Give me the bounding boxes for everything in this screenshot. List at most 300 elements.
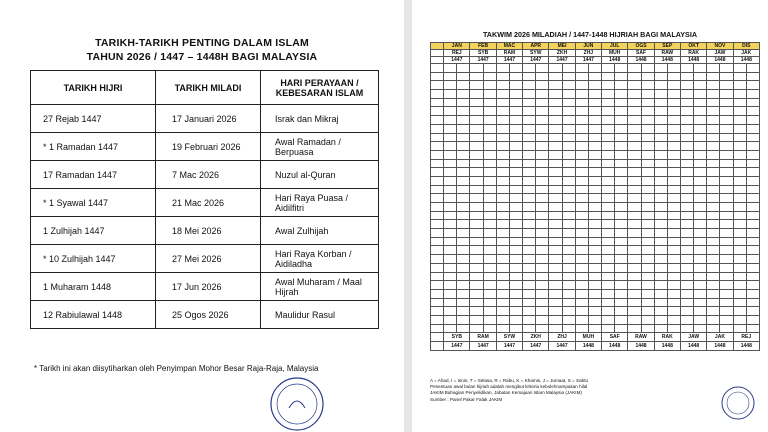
- calendar-cell: [746, 107, 759, 116]
- calendar-cell: [536, 246, 549, 255]
- calendar-cell: [549, 220, 562, 229]
- calendar-cell: [536, 203, 549, 212]
- calendar-cell: [694, 107, 707, 116]
- calendar-cell: [562, 220, 575, 229]
- calendar-cell: [588, 72, 601, 81]
- calendar-cell: [470, 185, 483, 194]
- calendar-cell: [654, 72, 667, 81]
- calendar-cell: [615, 81, 628, 90]
- calendar-cell: [680, 229, 693, 238]
- calendar-cell: [509, 176, 522, 185]
- hijri-month-footer: REJ: [733, 333, 759, 342]
- calendar-cell: [720, 211, 733, 220]
- calendar-cell: [746, 324, 759, 333]
- calendar-cell: [680, 289, 693, 298]
- calendar-cell: [588, 315, 601, 324]
- calendar-cell: [483, 324, 496, 333]
- calendar-legend: [430, 378, 750, 403]
- calendar-cell: [667, 72, 680, 81]
- calendar-cell: [509, 289, 522, 298]
- hijri-year-footer: 1448: [602, 342, 628, 351]
- calendar-cell: [667, 229, 680, 238]
- calendar-cell: [654, 176, 667, 185]
- calendar-cell: [483, 150, 496, 159]
- calendar-cell: [694, 203, 707, 212]
- hijri-month-header: JAW: [707, 50, 733, 57]
- calendar-cell: [523, 263, 536, 272]
- calendar-cell: [549, 159, 562, 168]
- calendar-cell: [549, 64, 562, 73]
- calendar-cell: [523, 220, 536, 229]
- calendar-cell: [562, 81, 575, 90]
- hijri-month-footer: SYB: [444, 333, 470, 342]
- calendar-cell: [549, 168, 562, 177]
- calendar-cell: [680, 315, 693, 324]
- month-header: OGS: [628, 43, 654, 50]
- calendar-cell: [680, 150, 693, 159]
- calendar-cell: [523, 90, 536, 99]
- calendar-cell: [509, 90, 522, 99]
- calendar-cell: [667, 168, 680, 177]
- calendar-cell: [470, 246, 483, 255]
- calendar-cell: [602, 107, 615, 116]
- calendar-cell: [667, 289, 680, 298]
- event-name: Israk dan Mikraj: [261, 105, 379, 133]
- calendar-cell: [694, 116, 707, 125]
- calendar-cell: [523, 168, 536, 177]
- calendar-cell: [654, 64, 667, 73]
- calendar-cell: [588, 98, 601, 107]
- calendar-cell: [496, 142, 509, 151]
- calendar-cell: [444, 168, 457, 177]
- calendar-cell: [523, 64, 536, 73]
- calendar-cell: [575, 116, 588, 125]
- day-number-cell: [431, 307, 444, 316]
- calendar-cell: [509, 194, 522, 203]
- calendar-cell: [628, 64, 641, 73]
- hijri-month-header: SYW: [523, 50, 549, 57]
- calendar-cell: [483, 72, 496, 81]
- month-header: OKT: [680, 43, 706, 50]
- day-number-cell: [431, 255, 444, 264]
- day-row: [431, 298, 760, 307]
- calendar-cell: [470, 176, 483, 185]
- calendar-cell: [509, 237, 522, 246]
- calendar-cell: [457, 72, 470, 81]
- calendar-cell: [733, 124, 746, 133]
- calendar-cell: [562, 168, 575, 177]
- calendar-cell: [457, 289, 470, 298]
- calendar-cell: [628, 298, 641, 307]
- calendar-title: TAKWIM 2026 MILADIAH / 1447-1448 HIJRIAH BAGI MALAYSIA: [482, 30, 698, 39]
- calendar-cell: [654, 107, 667, 116]
- hijri-year-header: 1447: [575, 57, 601, 64]
- month-header: JUN: [575, 43, 601, 50]
- calendar-cell: [588, 255, 601, 264]
- calendar-cell: [536, 81, 549, 90]
- calendar-cell: [549, 229, 562, 238]
- calendar-cell: [641, 124, 654, 133]
- calendar-cell: [575, 289, 588, 298]
- calendar-cell: [720, 107, 733, 116]
- calendar-cell: [707, 246, 720, 255]
- calendar-cell: [707, 307, 720, 316]
- hijri-date: 1 Muharam 1448: [31, 273, 156, 301]
- calendar-cell: [628, 263, 641, 272]
- hijri-year-header: 1448: [680, 57, 706, 64]
- calendar-cell: [641, 194, 654, 203]
- corner-cell: [431, 333, 444, 342]
- hijri-date: 17 Ramadan 1447: [31, 161, 156, 189]
- calendar-cell: [615, 194, 628, 203]
- calendar-cell: [509, 307, 522, 316]
- calendar-cell: [562, 324, 575, 333]
- calendar-cell: [707, 263, 720, 272]
- calendar-cell: [562, 281, 575, 290]
- calendar-cell: [628, 211, 641, 220]
- month-header: JUL: [602, 43, 628, 50]
- calendar-cell: [496, 281, 509, 290]
- month-header: DIS: [733, 43, 759, 50]
- calendar-cell: [602, 185, 615, 194]
- calendar-cell: [602, 289, 615, 298]
- calendar-cell: [588, 237, 601, 246]
- calendar-cell: [457, 185, 470, 194]
- calendar-cell: [470, 90, 483, 99]
- hijri-month-footer: MUH: [575, 333, 601, 342]
- calendar-cell: [575, 72, 588, 81]
- calendar-cell: [470, 263, 483, 272]
- calendar-cell: [457, 263, 470, 272]
- calendar-cell: [615, 90, 628, 99]
- calendar-cell: [536, 133, 549, 142]
- calendar-cell: [470, 229, 483, 238]
- col-header-hijri: TARIKH HIJRI: [31, 71, 156, 105]
- calendar-cell: [457, 81, 470, 90]
- calendar-cell: [588, 150, 601, 159]
- calendar-cell: [746, 211, 759, 220]
- calendar-cell: [509, 98, 522, 107]
- calendar-cell: [483, 142, 496, 151]
- calendar-cell: [615, 289, 628, 298]
- calendar-cell: [444, 289, 457, 298]
- calendar-cell: [575, 272, 588, 281]
- calendar-cell: [470, 159, 483, 168]
- day-number-cell: [431, 203, 444, 212]
- day-row: [431, 116, 760, 125]
- calendar-cell: [496, 203, 509, 212]
- calendar-cell: [523, 107, 536, 116]
- month-header: SEP: [654, 43, 680, 50]
- day-row: [431, 159, 760, 168]
- calendar-cell: [575, 203, 588, 212]
- calendar-cell: [444, 315, 457, 324]
- calendar-cell: [680, 133, 693, 142]
- calendar-cell: [641, 64, 654, 73]
- day-row: [431, 142, 760, 151]
- day-number-cell: [431, 237, 444, 246]
- calendar-cell: [667, 90, 680, 99]
- calendar-cell: [694, 142, 707, 151]
- calendar-cell: [707, 211, 720, 220]
- calendar-cell: [746, 98, 759, 107]
- calendar-cell: [602, 176, 615, 185]
- col-header-event: HARI PERAYAAN / KEBESARAN ISLAM: [261, 71, 379, 105]
- calendar-cell: [641, 324, 654, 333]
- calendar-cell: [707, 185, 720, 194]
- calendar-cell: [509, 107, 522, 116]
- calendar-cell: [680, 263, 693, 272]
- day-row: [431, 229, 760, 238]
- calendar-cell: [562, 298, 575, 307]
- calendar-cell: [667, 298, 680, 307]
- jakim-seal-icon: [264, 372, 330, 432]
- calendar-cell: [628, 107, 641, 116]
- calendar-cell: [654, 203, 667, 212]
- calendar-cell: [628, 255, 641, 264]
- corner-cell: [431, 50, 444, 57]
- calendar-cell: [720, 150, 733, 159]
- calendar-cell: [667, 142, 680, 151]
- calendar-cell: [509, 81, 522, 90]
- calendar-cell: [509, 246, 522, 255]
- day-number-cell: [431, 124, 444, 133]
- calendar-cell: [628, 281, 641, 290]
- calendar-cell: [746, 272, 759, 281]
- calendar-cell: [470, 220, 483, 229]
- hijri-month-header: RAW: [654, 50, 680, 57]
- calendar-cell: [509, 229, 522, 238]
- calendar-cell: [680, 124, 693, 133]
- calendar-cell: [746, 72, 759, 81]
- calendar-cell: [602, 81, 615, 90]
- hijri-month-header: ZHJ: [575, 50, 601, 57]
- calendar-cell: [720, 72, 733, 81]
- calendar-cell: [549, 263, 562, 272]
- month-header: FEB: [470, 43, 496, 50]
- calendar-cell: [746, 281, 759, 290]
- calendar-cell: [667, 255, 680, 264]
- calendar-cell: [654, 81, 667, 90]
- calendar-cell: [444, 116, 457, 125]
- calendar-cell: [667, 159, 680, 168]
- calendar-cell: [483, 246, 496, 255]
- calendar-cell: [707, 272, 720, 281]
- calendar-cell: [470, 194, 483, 203]
- calendar-cell: [694, 246, 707, 255]
- calendar-cell: [588, 159, 601, 168]
- hijri-year-header: 1448: [707, 57, 733, 64]
- panel-title-line2: TAHUN 2026 / 1447 – 1448H BAGI MALAYSIA: [86, 51, 318, 63]
- calendar-cell: [628, 168, 641, 177]
- calendar-cell: [707, 142, 720, 151]
- calendar-cell: [667, 237, 680, 246]
- calendar-cell: [667, 107, 680, 116]
- calendar-cell: [720, 246, 733, 255]
- calendar-cell: [628, 237, 641, 246]
- calendar-cell: [523, 159, 536, 168]
- calendar-cell: [470, 107, 483, 116]
- day-number-cell: [431, 142, 444, 151]
- calendar-cell: [470, 133, 483, 142]
- calendar-cell: [575, 229, 588, 238]
- calendar-cell: [654, 272, 667, 281]
- calendar-cell: [575, 194, 588, 203]
- calendar-cell: [602, 307, 615, 316]
- calendar-cell: [694, 229, 707, 238]
- calendar-cell: [720, 220, 733, 229]
- calendar-cell: [536, 263, 549, 272]
- hijri-year-footer: 1448: [628, 342, 654, 351]
- event-name: Hari Raya Puasa / Aidilfitri: [261, 189, 379, 217]
- day-row: [431, 185, 760, 194]
- calendar-cell: [549, 176, 562, 185]
- calendar-cell: [746, 315, 759, 324]
- calendar-cell: [720, 142, 733, 151]
- calendar-cell: [733, 185, 746, 194]
- calendar-cell: [496, 81, 509, 90]
- calendar-cell: [496, 255, 509, 264]
- calendar-cell: [694, 220, 707, 229]
- calendar-cell: [470, 324, 483, 333]
- calendar-cell: [628, 98, 641, 107]
- calendar-cell: [549, 289, 562, 298]
- calendar-cell: [733, 298, 746, 307]
- calendar-cell: [654, 281, 667, 290]
- calendar-cell: [444, 107, 457, 116]
- calendar-cell: [575, 168, 588, 177]
- calendar-cell: [470, 237, 483, 246]
- calendar-cell: [667, 194, 680, 203]
- day-row: [431, 150, 760, 159]
- calendar-cell: [707, 194, 720, 203]
- calendar-cell: [602, 246, 615, 255]
- calendar-cell: [615, 116, 628, 125]
- calendar-cell: [680, 203, 693, 212]
- calendar-cell: [746, 159, 759, 168]
- calendar-cell: [707, 281, 720, 290]
- calendar-cell: [523, 203, 536, 212]
- calendar-cell: [602, 229, 615, 238]
- calendar-cell: [641, 168, 654, 177]
- calendar-cell: [615, 159, 628, 168]
- calendar-cell: [483, 159, 496, 168]
- calendar-cell: [746, 298, 759, 307]
- calendar-cell: [575, 255, 588, 264]
- holiday-row: [31, 217, 379, 245]
- calendar-cell: [470, 168, 483, 177]
- calendar-cell: [496, 220, 509, 229]
- calendar-cell: [733, 107, 746, 116]
- calendar-cell: [746, 229, 759, 238]
- calendar-cell: [444, 246, 457, 255]
- calendar-cell: [483, 298, 496, 307]
- calendar-cell: [615, 64, 628, 73]
- calendar-cell: [733, 159, 746, 168]
- calendar-cell: [549, 203, 562, 212]
- hijri-year-footer: 1448: [654, 342, 680, 351]
- day-row: [431, 211, 760, 220]
- calendar-cell: [628, 81, 641, 90]
- calendar-cell: [496, 168, 509, 177]
- calendar-cell: [746, 307, 759, 316]
- calendar-cell: [470, 81, 483, 90]
- calendar-cell: [523, 150, 536, 159]
- calendar-cell: [483, 194, 496, 203]
- calendar-cell: [615, 98, 628, 107]
- calendar-cell: [457, 281, 470, 290]
- calendar-cell: [615, 220, 628, 229]
- calendar-cell: [536, 229, 549, 238]
- calendar-cell: [707, 289, 720, 298]
- day-number-cell: [431, 229, 444, 238]
- calendar-cell: [680, 246, 693, 255]
- calendar-cell: [523, 116, 536, 125]
- calendar-cell: [549, 324, 562, 333]
- calendar-cell: [615, 315, 628, 324]
- calendar-cell: [523, 124, 536, 133]
- calendar-cell: [641, 150, 654, 159]
- calendar-cell: [680, 116, 693, 125]
- day-row: [431, 81, 760, 90]
- calendar-cell: [509, 168, 522, 177]
- calendar-cell: [444, 133, 457, 142]
- calendar-cell: [654, 307, 667, 316]
- calendar-cell: [523, 133, 536, 142]
- calendar-cell: [562, 142, 575, 151]
- calendar-cell: [575, 81, 588, 90]
- miladi-date: 7 Mac 2026: [156, 161, 261, 189]
- calendar-cell: [694, 263, 707, 272]
- calendar-cell: [654, 98, 667, 107]
- calendar-cell: [746, 168, 759, 177]
- calendar-cell: [588, 229, 601, 238]
- hijri-month-header: ZKH: [549, 50, 575, 57]
- calendar-cell: [496, 185, 509, 194]
- calendar-cell: [549, 150, 562, 159]
- calendar-cell: [483, 124, 496, 133]
- calendar-cell: [470, 98, 483, 107]
- calendar-cell: [694, 72, 707, 81]
- calendar-cell: [457, 124, 470, 133]
- calendar-cell: [562, 203, 575, 212]
- hijri-year-header: 1448: [654, 57, 680, 64]
- calendar-cell: [746, 263, 759, 272]
- calendar-cell: [457, 211, 470, 220]
- calendar-cell: [549, 116, 562, 125]
- calendar-cell: [680, 220, 693, 229]
- calendar-cell: [562, 133, 575, 142]
- calendar-cell: [654, 315, 667, 324]
- calendar-cell: [615, 211, 628, 220]
- calendar-cell: [667, 185, 680, 194]
- hijri-year-footer: 1447: [470, 342, 496, 351]
- day-number-cell: [431, 81, 444, 90]
- calendar-cell: [588, 281, 601, 290]
- day-row: [431, 176, 760, 185]
- calendar-cell: [707, 81, 720, 90]
- calendar-cell: [509, 185, 522, 194]
- calendar-cell: [694, 255, 707, 264]
- calendar-cell: [694, 211, 707, 220]
- calendar-cell: [549, 272, 562, 281]
- hijri-month-header: SYB: [470, 50, 496, 57]
- day-row: [431, 324, 760, 333]
- calendar-cell: [667, 272, 680, 281]
- calendar-cell: [615, 142, 628, 151]
- calendar-cell: [707, 116, 720, 125]
- calendar-cell: [549, 307, 562, 316]
